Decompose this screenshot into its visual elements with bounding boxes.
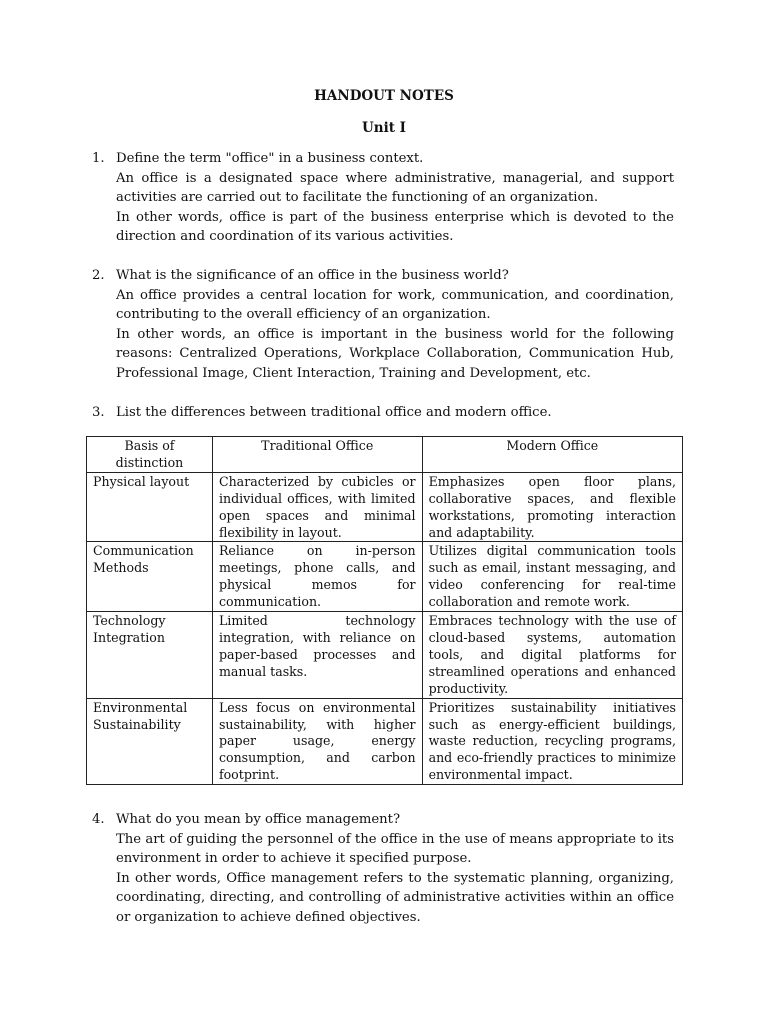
table-row — [87, 612, 683, 699]
modern-cell: Emphasizes open floor plans, collaborative spaces, and flexible workstations, promoting interaction and adaptability. — [422, 472, 682, 542]
question-number: 4. — [92, 812, 105, 827]
question-2 — [92, 266, 674, 384]
modern-cell: Embraces technology with the use of cloud-based systems, automation tools, and digital platforms for streamlined operations and enhanced productivity. — [422, 612, 682, 699]
question-text: List the differences between traditional office and modern office. — [116, 405, 552, 420]
question-number: 2. — [92, 268, 105, 283]
answer-paragraph: An office provides a central location for work, communication, and coordination, contributing to the overall efficiency of an organization. — [116, 287, 674, 323]
answer-paragraph: In other words, office is part of the business enterprise which is devoted to the direction and coordination of its various activities. — [116, 209, 674, 245]
table-row — [87, 542, 683, 612]
header-basis: Basis of distinction — [87, 437, 213, 473]
basis-cell: Communication Methods — [87, 542, 213, 612]
question-3 — [92, 403, 674, 423]
answer-paragraph: In other words, an office is important in the business world for the following reasons: Centralized Operations, Workplace Collaboration, Communication Hub, Professional Image, Client Interaction, Training and Development, etc. — [116, 326, 674, 381]
modern-cell: Utilizes digital communication tools such as email, instant messaging, and video conferencing for real-time collaboration and remote work. — [422, 542, 682, 612]
header-traditional: Traditional Office — [212, 437, 422, 473]
unit-heading: Unit I — [362, 120, 406, 136]
document-title: HANDOUT NOTES — [314, 88, 454, 104]
traditional-cell: Limited technology integration, with reliance on paper-based processes and manual tasks. — [212, 612, 422, 699]
question-1 — [92, 149, 674, 247]
answer-paragraph: In other words, Office management refers to the systematic planning, organizing, coordinating, directing, and controlling of administrative activities within an office or organization to achieve defined objectives. — [116, 870, 674, 925]
question-text: What do you mean by office management? — [116, 812, 401, 827]
answer-paragraph: The art of guiding the personnel of the office in the use of means appropriate to its environment in order to achieve it specified purpose. — [116, 831, 674, 867]
traditional-cell: Characterized by cubicles or individual offices, with limited open spaces and minimal flexibility in layout. — [212, 472, 422, 542]
answer-paragraph: An office is a designated space where administrative, managerial, and support activities are carried out to facilitate the functioning of an organization. — [116, 170, 674, 206]
question-text: Define the term "office" in a business context. — [116, 151, 424, 166]
basis-cell: Technology Integration — [87, 612, 213, 699]
table-header-row — [87, 437, 683, 473]
header-modern: Modern Office — [422, 437, 682, 473]
basis-cell: Environmental Sustainability — [87, 698, 213, 785]
question-number: 1. — [92, 151, 105, 166]
question-text: What is the significance of an office in the business world? — [116, 268, 509, 283]
question-4 — [92, 810, 674, 928]
basis-cell: Physical layout — [87, 472, 213, 542]
traditional-cell: Less focus on environmental sustainability, with higher paper usage, energy consumption, and carbon footprint. — [212, 698, 422, 785]
modern-cell: Prioritizes sustainability initiatives such as energy-efficient buildings, waste reduction, recycling programs, and eco-friendly practices to minimize environmental impact. — [422, 698, 682, 785]
question-number: 3. — [92, 405, 105, 420]
table-row — [87, 472, 683, 542]
comparison-table — [86, 436, 683, 785]
traditional-cell: Reliance on in-person meetings, phone calls, and physical memos for communication. — [212, 542, 422, 612]
table-row — [87, 698, 683, 785]
